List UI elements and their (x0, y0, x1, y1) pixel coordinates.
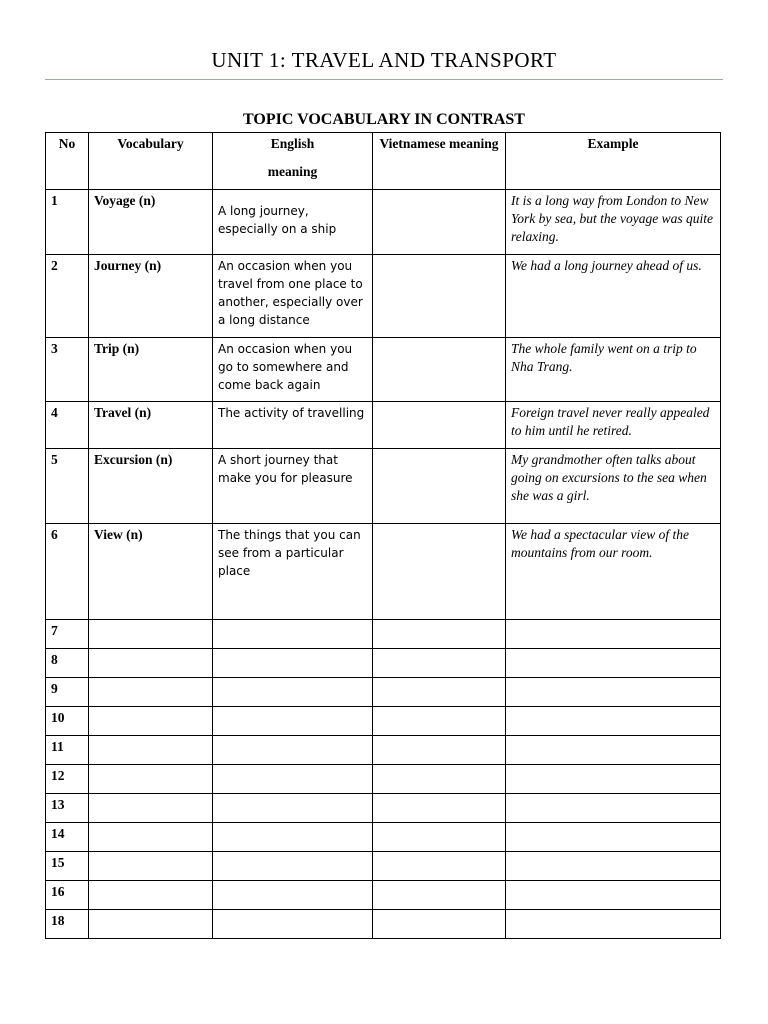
english-meaning (213, 881, 373, 910)
vietnamese-meaning (373, 910, 506, 939)
table-row (46, 620, 721, 649)
example-sentence (506, 794, 721, 823)
row-number: 4 (46, 402, 89, 449)
example-sentence (506, 736, 721, 765)
vocabulary-word: Excursion (n) (89, 449, 213, 524)
row-number: 5 (46, 449, 89, 524)
row-number: 8 (46, 649, 89, 678)
table-row (46, 449, 721, 524)
table-row (46, 736, 721, 765)
header-no: No (46, 133, 89, 190)
table-row (46, 910, 721, 939)
table-row (46, 707, 721, 736)
vocabulary-word (89, 881, 213, 910)
english-meaning (213, 707, 373, 736)
example-sentence: The whole family went on a trip to Nha Trang. (506, 338, 721, 402)
table-row (46, 823, 721, 852)
example-sentence: Foreign travel never really appealed to him until he retired. (506, 402, 721, 449)
row-number: 15 (46, 852, 89, 881)
table-row (46, 255, 721, 338)
table-row (46, 765, 721, 794)
english-meaning: The things that you can see from a particular place (213, 524, 373, 620)
example-sentence (506, 910, 721, 939)
vocabulary-word (89, 852, 213, 881)
example-sentence (506, 678, 721, 707)
example-sentence (506, 765, 721, 794)
vocabulary-word (89, 765, 213, 794)
english-meaning (213, 852, 373, 881)
vietnamese-meaning (373, 620, 506, 649)
row-number: 16 (46, 881, 89, 910)
row-number: 7 (46, 620, 89, 649)
vocabulary-table (45, 132, 721, 939)
english-meaning (213, 910, 373, 939)
vocabulary-word: Trip (n) (89, 338, 213, 402)
vietnamese-meaning (373, 794, 506, 823)
row-number: 12 (46, 765, 89, 794)
row-number: 2 (46, 255, 89, 338)
vocabulary-table-body (46, 190, 721, 939)
vietnamese-meaning (373, 449, 506, 524)
row-number: 14 (46, 823, 89, 852)
vietnamese-meaning (373, 707, 506, 736)
vietnamese-meaning (373, 402, 506, 449)
example-sentence (506, 852, 721, 881)
example-sentence (506, 707, 721, 736)
vocabulary-word: Journey (n) (89, 255, 213, 338)
table-header-row (46, 133, 721, 190)
header-vocabulary: Vocabulary (89, 133, 213, 190)
section-title: TOPIC VOCABULARY IN CONTRAST (243, 111, 525, 128)
vietnamese-meaning (373, 255, 506, 338)
header-vietnamese-meaning: Vietnamese meaning (373, 133, 506, 190)
english-meaning: The activity of travelling (213, 402, 373, 449)
unit-title: UNIT 1: TRAVEL AND TRANSPORT (211, 48, 557, 72)
vocabulary-word: Voyage (n) (89, 190, 213, 255)
table-row (46, 852, 721, 881)
example-sentence: We had a spectacular view of the mountains from our room. (506, 524, 721, 620)
vietnamese-meaning (373, 338, 506, 402)
english-meaning (213, 823, 373, 852)
vietnamese-meaning (373, 678, 506, 707)
english-meaning: A long journey, especially on a ship (213, 190, 373, 255)
row-number: 1 (46, 190, 89, 255)
vietnamese-meaning (373, 736, 506, 765)
english-meaning (213, 794, 373, 823)
row-number: 13 (46, 794, 89, 823)
vocabulary-word (89, 794, 213, 823)
vietnamese-meaning (373, 852, 506, 881)
english-meaning (213, 620, 373, 649)
example-sentence: My grandmother often talks about going on excursions to the sea when she was a girl. (506, 449, 721, 524)
header-english-line2: meaning (267, 164, 318, 179)
example-sentence (506, 881, 721, 910)
vietnamese-meaning (373, 823, 506, 852)
vietnamese-meaning (373, 881, 506, 910)
row-number: 3 (46, 338, 89, 402)
table-row (46, 881, 721, 910)
table-row (46, 794, 721, 823)
vietnamese-meaning (373, 765, 506, 794)
title-underline (45, 79, 723, 80)
vocabulary-word (89, 910, 213, 939)
table-row (46, 190, 721, 255)
row-number: 9 (46, 678, 89, 707)
row-number: 10 (46, 707, 89, 736)
vocabulary-word: View (n) (89, 524, 213, 620)
vocabulary-word (89, 736, 213, 765)
vietnamese-meaning (373, 524, 506, 620)
row-number: 11 (46, 736, 89, 765)
vocabulary-word (89, 823, 213, 852)
vietnamese-meaning (373, 190, 506, 255)
english-meaning (213, 736, 373, 765)
vocabulary-word (89, 649, 213, 678)
table-row (46, 402, 721, 449)
row-number: 18 (46, 910, 89, 939)
table-row (46, 338, 721, 402)
example-sentence: It is a long way from London to New York by sea, but the voyage was quite relaxing. (506, 190, 721, 255)
english-meaning (213, 649, 373, 678)
example-sentence (506, 620, 721, 649)
example-sentence: We had a long journey ahead of us. (506, 255, 721, 338)
example-sentence (506, 649, 721, 678)
table-row (46, 524, 721, 620)
vocabulary-word (89, 707, 213, 736)
vocabulary-word (89, 620, 213, 649)
header-example: Example (506, 133, 721, 190)
english-meaning (213, 765, 373, 794)
english-meaning: An occasion when you go to somewhere and come back again (213, 338, 373, 402)
header-english-line1: English (270, 136, 315, 151)
english-meaning: A short journey that make you for pleasure (213, 449, 373, 524)
vocabulary-word: Travel (n) (89, 402, 213, 449)
table-row (46, 678, 721, 707)
example-sentence (506, 823, 721, 852)
header-english-meaning (213, 133, 373, 190)
english-meaning: An occasion when you travel from one place to another, especially over a long distance (213, 255, 373, 338)
vietnamese-meaning (373, 649, 506, 678)
vocabulary-word (89, 678, 213, 707)
table-row (46, 649, 721, 678)
row-number: 6 (46, 524, 89, 620)
english-meaning (213, 678, 373, 707)
